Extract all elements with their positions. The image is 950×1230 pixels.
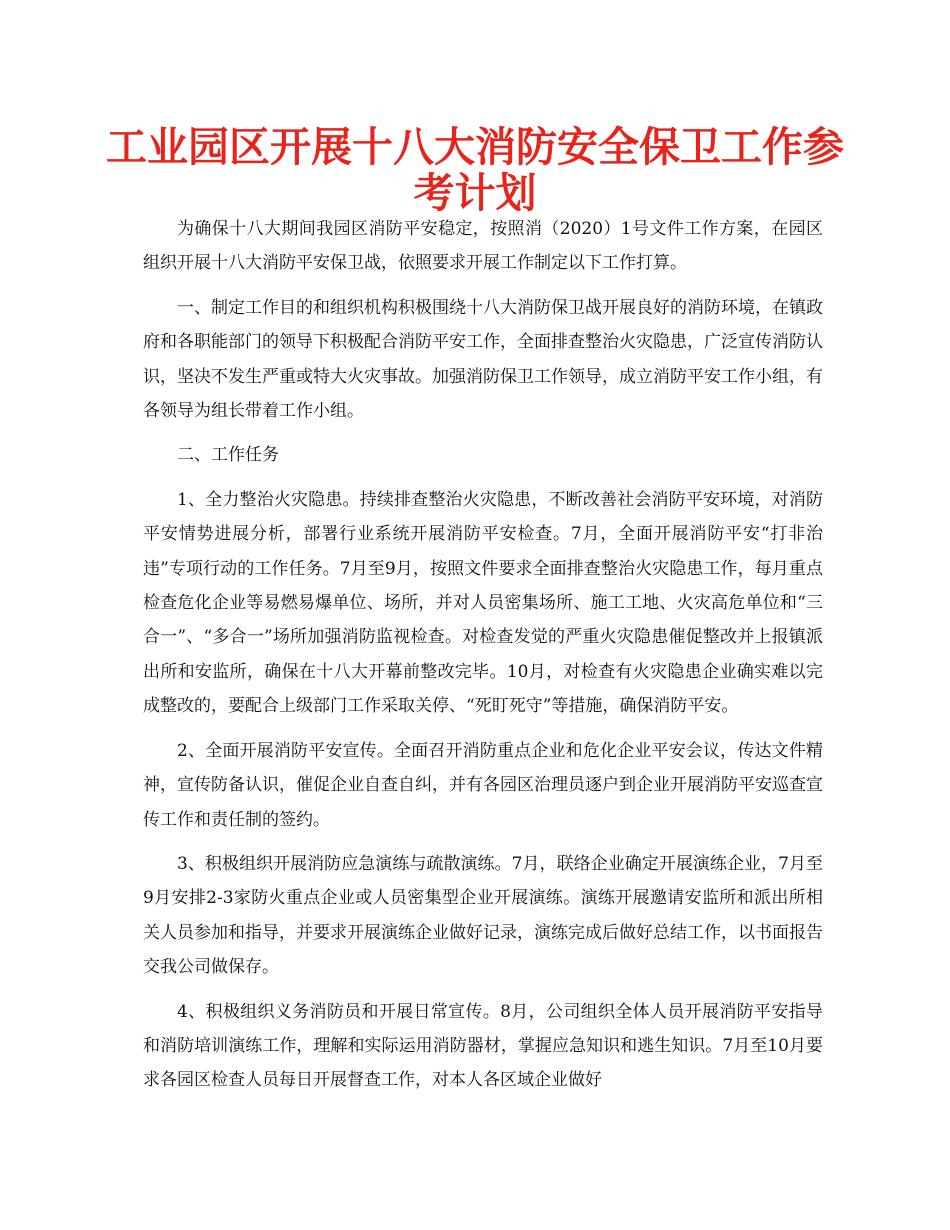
paragraph-gap — [143, 473, 823, 483]
document-body — [143, 212, 823, 1098]
paragraph-section-2-heading: 二、工作任务 — [177, 445, 279, 466]
paragraph-intro: 为确保十八大期间我园区消防平安稳定，按照消（2020）1号文件工作方案，在园区组织开展十八大消防平安保卫战，依照要求开展工作制定以下工作打算。 — [143, 219, 823, 274]
paragraph-section-1: 一、制定工作目的和组织机构积极围绕十八大消防保卫战开展良好的消防环境，在镇政府和各职能部门的领导下积极配合消防平安工作，全面排查整治火灾隐患，广泛宣传消防认识，坚决不发生严重或特大火灾事故。加强消防保卫工作领导，成立消防平安工作小组，有各领导为组长带着工作小组。 — [143, 297, 823, 422]
paragraph-task-4: 4、积极组织义务消防员和开展日常宣传。8月，公司组织全体人员开展消防平安指导和消防培训演练工作，理解和实际运用消防器材，掌握应急知识和逃生知识。7月至10月要求各园区检查人员每日开展督查工作，对本人各区域企业做好 — [143, 1001, 823, 1091]
paragraph-gap — [143, 837, 823, 847]
paragraph-gap — [143, 985, 823, 995]
paragraph-task-2: 2、全面开展消防平安宣传。全面召开消防重点企业和危化企业平安会议，传达文件精神，宣传防备认识，催促企业自查自纠，并有各园区治理员逐户到企业开展消防平安巡查宣传工作和责任制的签约。 — [143, 740, 823, 830]
document-title-line-1: 工业园区开展十八大消防安全保卫工作参 — [106, 123, 844, 171]
paragraph-gap — [143, 428, 823, 438]
paragraph-task-3: 3、积极组织开展消防应急演练与疏散演练。7月，联络企业确定开展演练企业，7月至9月安排2-3家防火重点企业或人员密集型企业开展演练。演练开展邀请安监所和派出所相关人员参加和指导，并要求开展演练企业做好记录，演练完成后做好总结工作，以书面报告交我公司做保存。 — [143, 853, 823, 978]
document-title-line-2: 考计划 — [413, 169, 537, 217]
paragraph-gap — [143, 281, 823, 291]
paragraph-gap — [143, 724, 823, 734]
paragraph-task-1: 1、全力整治火灾隐患。持续排查整治火灾隐患，不断改善社会消防平安环境，对消防平安情势进展分析，部署行业系统开展消防平安检查。7月，全面开展消防平安“打非治违”专项行动的工作任务。7月至9月，按照文件要求全面排查整治火灾隐患工作，每月重点检查危化企业等易燃易爆单位、场所，并对人员密集场所、施工工地、火灾高危单位和“三合一”、“多合一”场所加强消防监视检查。对检查发觉的严重火灾隐患催促整改并上报镇派出所和安监所，确保在十八大开幕前整改完毕。10月，对检查有火灾隐患企业确实难以完成整改的，要配合上级部门工作采取关停、“死盯死守”等措施，确保消防平安。 — [143, 489, 823, 717]
